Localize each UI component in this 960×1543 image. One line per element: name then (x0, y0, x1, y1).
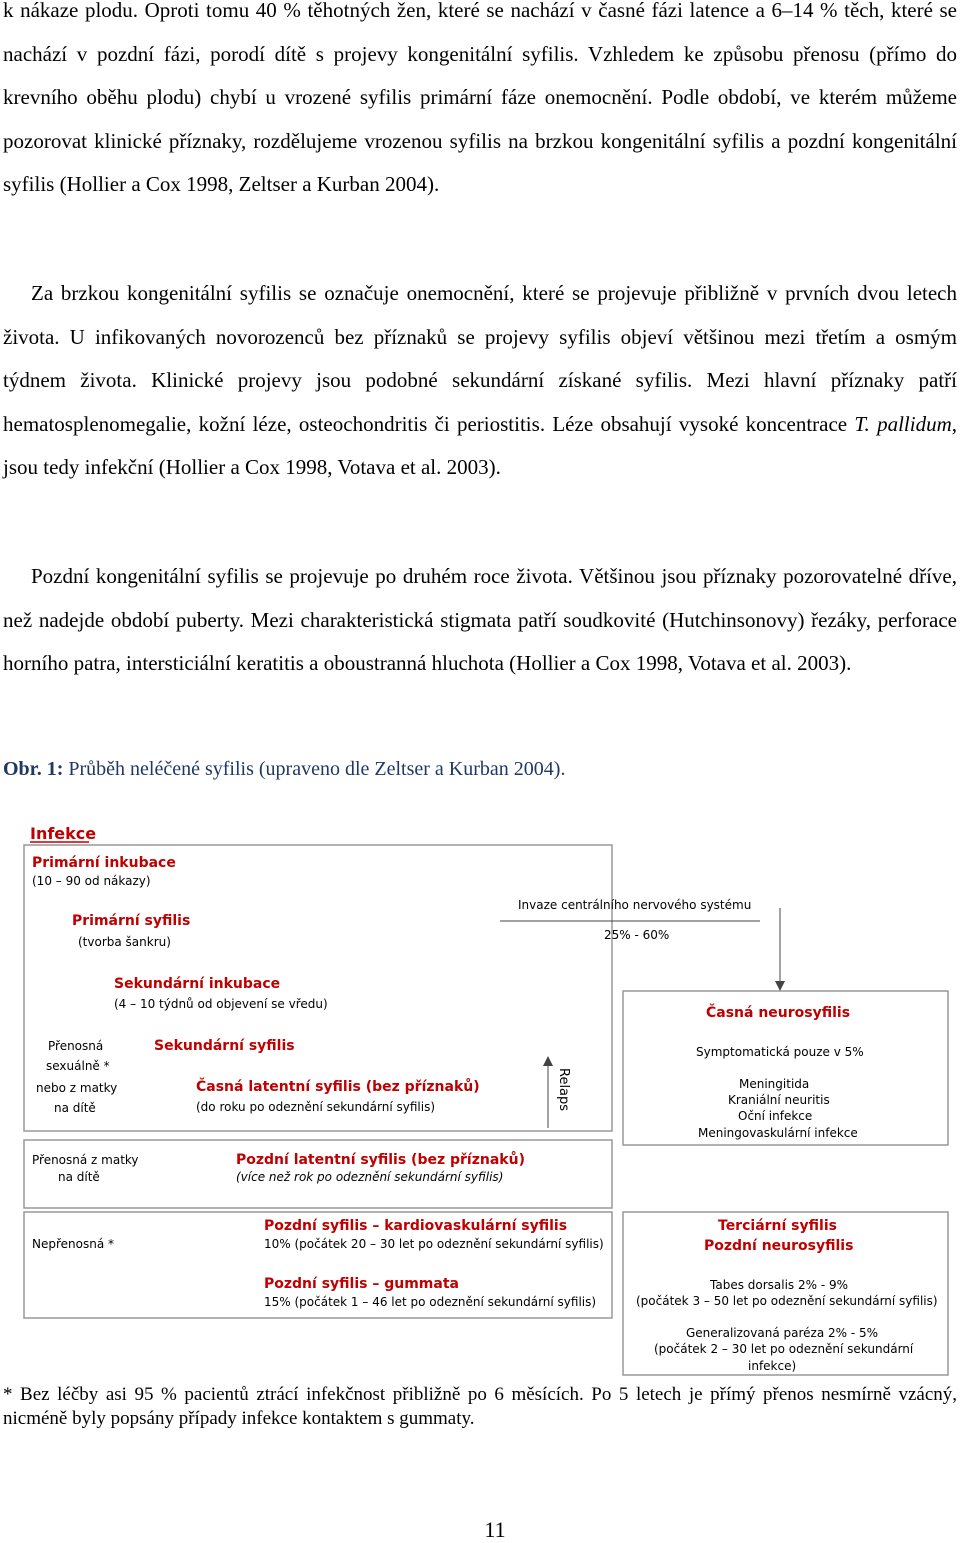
primarni-syfilis-sub: (tvorba šankru) (78, 935, 171, 949)
invaze-label: Invaze centrálního nervového systému (518, 898, 752, 912)
gummata-label: Pozdní syfilis – gummata (264, 1276, 459, 1292)
footnote: * Bez léčby asi 95 % pacientů ztrácí infekčnost přibližně po 6 měsících. Po 5 letech je přímý přenos nesmírně vzácný, nicméně byly popsány případy infekce kontaktem s gummaty. (3, 1384, 957, 1429)
paragraph-2-species: T. pallidum (854, 411, 952, 436)
invaze-pct: 25% - 60% (604, 928, 670, 942)
paralyza-line-3: infekce) (748, 1359, 797, 1373)
paragraph-2-text (3, 272, 957, 490)
paragraph-1 (3, 0, 957, 207)
paragraph-2-part-a: Za brzkou kongenitální syfilis se označuje onemocnění, které se projevuje přibližně v prvních dvou letech života. U infikovaných novorozenců bez příznaků se projevy syfilis objeví většinou mezi třetím a osmým týdnem života. Klinické projevy jsou podobné sekundární získané syfilis. Mezi hlavní příznaky patří hematosplenomegalie, kožní léze, osteochondritis či periostitis. Léze obsahují vysoké koncentrace (3, 281, 957, 436)
neuro-item-1: Meningitida (739, 1077, 810, 1091)
casna-latentni-label: Časná latentní syfilis (bez příznaků) (196, 1079, 480, 1095)
syphilis-course-diagram (0, 808, 960, 1383)
tabes-sub: (počátek 3 – 50 let po odeznění sekundární syfilis) (636, 1294, 938, 1308)
kardio-sub: 10% (počátek 20 – 30 let po odeznění sekundární syfilis) (264, 1237, 604, 1251)
pozdni-neuro-label: Pozdní neurosyfilis (704, 1238, 854, 1254)
primarni-inkubace-sub: (10 – 90 od nákazy) (32, 874, 151, 888)
tabes-label: Tabes dorsalis 2% - 9% (710, 1278, 849, 1292)
kardio-label: Pozdní syfilis – kardiovaskulární syfilis (264, 1218, 568, 1234)
primarni-syfilis-label: Primární syfilis (72, 913, 191, 929)
prenos-line-3: nebo z matky (36, 1081, 118, 1095)
neuro-item-2: Kraniální neuritis (728, 1093, 830, 1107)
pozdni-latentni-sub: (více než rok po odeznění sekundární syfilis) (236, 1170, 504, 1184)
paralyza-line-2: (počátek 2 – 30 let po odeznění sekundární (654, 1342, 914, 1356)
paragraph-3-text: Pozdní kongenitální syfilis se projevuje po druhém roce života. Většinou jsou příznaky pozorovatelné dříve, než nadejde období puberty. Mezi charakteristická stigmata patří soudkovité (Hutchinsonovy) řezáky, perforace horního patra, intersticiální keratitis a oboustranná hluchota (Hollier a Cox 1998, Votava et al. 2003). (3, 564, 957, 676)
symptomaticka-label: Symptomatická pouze v 5% (696, 1045, 864, 1059)
paragraph-1-text: k nákaze plodu. Oproti tomu 40 % těhotných žen, které se nachází v časné fázi latence a 6–14 % těch, které se nachází v pozdní fázi, porodí dítě s projevy kongenitální syfilis. Vzhledem ke způsobu přenosu (přímo do krevního oběhu plodu) chybí u vrozené syfilis primární fáze onemocnění. Podle období, ve kterém můžeme pozorovat klinické příznaky, rozdělujeme vrozenou syfilis na brzkou kongenitální syfilis a pozdní kongenitální syfilis (Hollier a Cox 1998, Zeltser a Kurban 2004). (3, 0, 957, 197)
neuro-item-3: Oční infekce (738, 1109, 813, 1123)
prenos-line-4: na dítě (54, 1101, 96, 1115)
casna-neuro-label: Časná neurosyfilis (706, 1005, 851, 1021)
paragraph-2-part-b: , jsou tedy infekční (Hollier a Cox 1998, Votava et al. 2003). (3, 411, 957, 480)
prenos-matky-line-2: na dítě (58, 1170, 100, 1184)
figure-caption-label: Obr. 1: (3, 758, 64, 780)
paralyza-line-1: Generalizovaná paréza 2% - 5% (686, 1326, 879, 1340)
primarni-inkubace-label: Primární inkubace (32, 855, 176, 871)
prenos-line-1: Přenosná (48, 1039, 104, 1053)
casna-latentni-sub: (do roku po odeznění sekundární syfilis) (196, 1100, 436, 1114)
sekundarni-syfilis-label: Sekundární syfilis (154, 1038, 295, 1054)
gummata-sub: 15% (počátek 1 – 46 let po odeznění sekundární syfilis) (264, 1295, 597, 1309)
prenos-matky-line-1: Přenosná z matky (32, 1153, 139, 1167)
prenos-line-2: sexuálně * (46, 1059, 110, 1073)
page-number: 11 (484, 1517, 506, 1542)
pozdni-latentni-label: Pozdní latentní syfilis (bez příznaků) (236, 1152, 525, 1168)
figure-caption-text: Průběh neléčené syfilis (upraveno dle Zeltser a Kurban 2004). (68, 758, 566, 780)
relaps-label: Relaps (556, 1068, 571, 1112)
neuro-item-4: Meningovaskulární infekce (698, 1126, 858, 1140)
terciarni-label: Terciární syfilis (718, 1218, 837, 1234)
paragraph-3 (3, 555, 957, 686)
paragraph-2 (3, 272, 957, 490)
sekundarni-inkubace-sub: (4 – 10 týdnů od objevení se vředu) (114, 997, 328, 1011)
neprenosna-label: Nepřenosná * (32, 1237, 115, 1251)
figure-caption (3, 758, 565, 781)
sekundarni-inkubace-label: Sekundární inkubace (114, 976, 281, 992)
infekce-label: Infekce (30, 824, 97, 843)
